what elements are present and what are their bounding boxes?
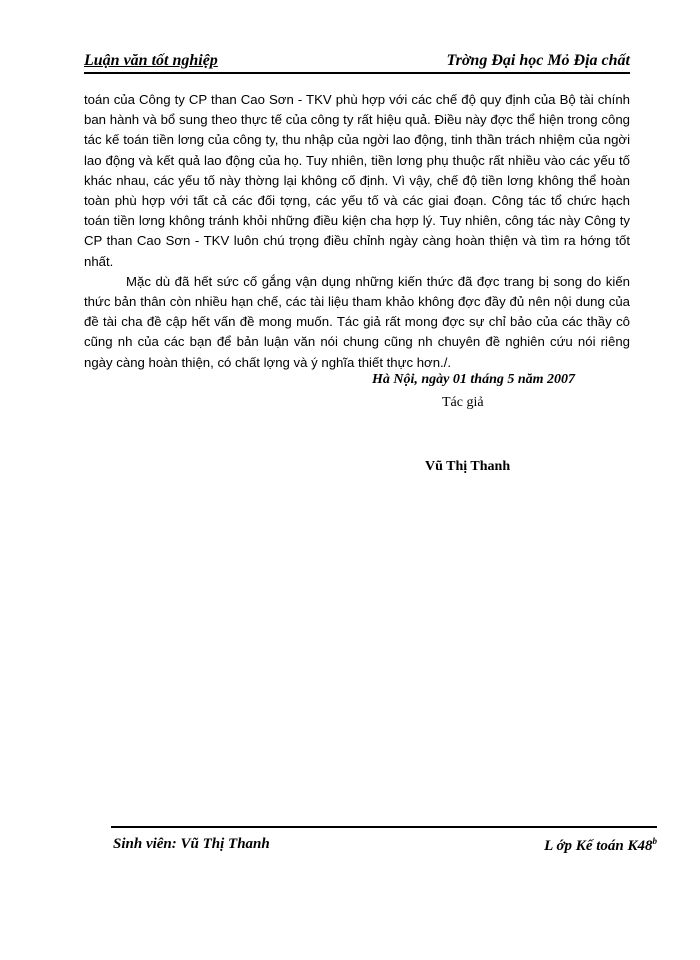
header-university: Trờng Đại học Mỏ Địa chất	[446, 52, 630, 69]
footer-student: Sinh viên: Vũ Thị Thanh	[113, 836, 270, 852]
footer-divider	[111, 826, 657, 828]
body-paragraph-1: toán của Công ty CP than Cao Sơn - TKV phù hợp với các chế độ quy định của Bộ tài chính ban hành và bổ sung theo thực tế của công ty rất hiệu quả. Điều này đợc thể hiện trong công tác kế toán tiền lơng của công ty, thu nhập của ngời lao động, tinh thần trách nhiệm của ngời lao động và kết quả lao động của họ. Tuy nhiên, tiền lơng phụ thuộc rất nhiều vào các yếu tố khác nhau, các yếu tố này thờng lại không cố định. Vì vậy, chế độ tiền lơng không thể hoàn toàn phù hợp với tất cả các đối tợng, các yếu tố và các giai đoạn. Công tác tổ chức hạch toán tiền lơng không tránh khỏi những điều kiện cha hợp lý. Tuy nhiên, công tác này Công ty CP than Cao Sơn - TKV luôn chú trọng điều chỉnh ngày càng hoàn thiện và tìm ra hớng tốt nhất.	[84, 92, 630, 269]
footer-class	[544, 836, 657, 855]
body-paragraph-2: Mặc dù đã hết sức cố gắng vận dụng những kiến thức đã đợc trang bị song do kiến thức bản thân còn nhiều hạn chế, các tài liệu tham khảo không đợc đầy đủ nên nội dung của đề tài cha đề cập hết vấn đề mong muốn. Tác giả rất mong đợc sự chỉ bảo của các thầy cô cũng nh của các bạn để bản luận văn nói chung cũng nh chuyên đề nghiên cứu nói riêng ngày càng hoàn thiện, có chất lợng và ý nghĩa thiết thực hơn./.	[84, 273, 630, 370]
signature-date: Hà Nội, ngày 01 tháng 5 năm 2007	[372, 372, 576, 387]
body-text	[84, 90, 630, 373]
signature-role: Tác giả	[442, 395, 484, 410]
footer-class-sup: b	[652, 836, 657, 846]
page-header	[84, 50, 630, 74]
header-thesis-title: Luận văn tốt nghiệp	[84, 52, 218, 69]
footer-class-label: L ớp Kế toán K48	[544, 838, 653, 854]
signature-name: Vũ Thị Thanh	[425, 459, 511, 474]
